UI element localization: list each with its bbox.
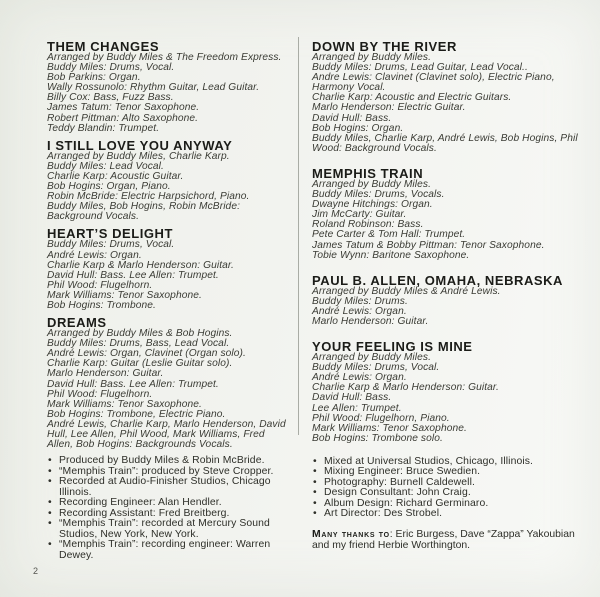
credit-line: Buddy Miles: Lead Vocal. (47, 160, 164, 172)
credit-line: Arranged by Buddy Miles & André Lewis. (312, 285, 501, 297)
credit-line: André Lewis: Organ. (312, 372, 407, 384)
credit-lines (47, 152, 293, 223)
credit-line: Lee Allen: Trumpet. (312, 402, 402, 414)
credit-line: Pete Carter & Tom Hall: Trumpet. (312, 229, 466, 241)
credit-line: Arranged by Buddy Miles. (312, 352, 432, 364)
credit-line: James Tatum: Tenor Saxophone. (47, 102, 200, 114)
credit-line: Charlie Karp: Guitar (Leslie Guitar solo). (47, 358, 233, 370)
credit-line: Buddy Miles, Charlie Karp, André Lewis, Bob Hogins, Phil Wood: Background Vocals. (312, 132, 578, 154)
credit-line: Buddy Miles: Drums, Lead Guitar, Lead Vocal.. (312, 62, 528, 74)
credit-line: Jim McCarty: Guitar. (312, 209, 407, 221)
credit-line: Roland Robinson: Bass. (312, 219, 424, 231)
track-title: MEMPHIS TRAIN (312, 165, 424, 181)
credit-line: Wally Rossunolo: Rhythm Guitar, Lead Guitar. (47, 82, 260, 94)
credit-line: Arranged by Buddy Miles, Charlie Karp. (47, 150, 230, 162)
credit-line: Arranged by Buddy Miles & Bob Hogins. (47, 328, 233, 340)
credit-line: Bob Parkins: Organ. (47, 72, 141, 84)
recording-notes-list (47, 456, 293, 561)
credit-line: Robert Pittman: Alto Saxophone. (47, 112, 199, 124)
credit-line: Charlie Karp: Acoustic Guitar. (47, 170, 184, 182)
note-item: • Recording Assistant: Fred Breitberg. (47, 509, 293, 520)
credit-lines (312, 287, 579, 327)
thanks-text: : Eric Burgess, Dave “Zappa” Yakoubian and my friend Herbie Worthington. (312, 528, 575, 551)
track-title: I STILL LOVE YOU ANYWAY (47, 137, 233, 153)
left-column (47, 40, 293, 561)
credit-line: Phil Wood: Flugelhorn, Piano. (312, 412, 450, 424)
credit-lines (312, 353, 579, 444)
credit-line: Buddy Miles: Drums, Vocal. (47, 62, 175, 74)
credit-line: David Hull: Bass. Lee Allen: Trumpet. (47, 378, 219, 390)
section-memphis-train (312, 167, 579, 261)
track-title: DOWN BY THE RIVER (312, 39, 457, 54)
note-item: • “Memphis Train”: produced by Steve Cropper. (47, 467, 293, 478)
note-item: • “Memphis Train”: recorded at Mercury Sound Studios, New York, New York. (47, 519, 293, 540)
section-paul-b-allen-omaha-nebraska (312, 274, 579, 327)
credit-line: Buddy Miles: Drums, Bass, Lead Vocal. (47, 338, 230, 350)
credit-line: Phil Wood: Flugelhorn. (47, 388, 153, 400)
track-title: HEART’S DELIGHT (47, 226, 173, 242)
section-down-by-the-river (312, 40, 579, 154)
credit-line: Buddy Miles: Drums. (312, 295, 408, 307)
credit-line: Andre Lewis: Clavinet (Clavinet solo), Electric Piano, Harmony Vocal. (312, 72, 555, 94)
note-item: • Design Consultant: John Craig. (312, 488, 579, 499)
track-title: YOUR FEELING IS MINE (312, 339, 473, 355)
track-title: THEM CHANGES (47, 39, 160, 54)
credit-line: Bob Hogins: Trombone solo. (312, 432, 443, 444)
credit-lines (312, 180, 579, 261)
credit-line: André Lewis: Organ. (47, 249, 142, 261)
credit-line: Buddy Miles: Drums, Vocals. (312, 189, 445, 201)
credit-line: Mark Williams: Tenor Saxophone. (312, 422, 467, 434)
credit-line: Billy Cox: Bass, Fuzz Bass. (47, 92, 174, 104)
credit-line: Bob Hogins: Organ, Piano. (47, 181, 171, 193)
credit-line: Bob Hogins: Organ. (312, 122, 404, 134)
section-i-still-love-you-anyway (47, 139, 293, 223)
page-number: 2 (33, 566, 39, 576)
credit-lines (47, 53, 293, 134)
credit-line: Robin McBride: Electric Harpsichord, Piano. (47, 191, 250, 203)
credit-lines (312, 53, 579, 154)
section-them-changes (47, 40, 293, 134)
credit-line: Marlo Henderson: Guitar. (47, 368, 164, 380)
track-title: DREAMS (47, 315, 107, 331)
credit-line: Dwayne Hitchings: Organ. (312, 199, 433, 211)
note-item: • Album Design: Richard Germinaro. (312, 499, 579, 510)
credit-line: Charlie Karp: Acoustic and Electric Guitars. (312, 92, 512, 104)
credit-line: Tobie Wynn: Baritone Saxophone. (312, 249, 470, 261)
credit-line: Buddy Miles: Drums, Vocal. (312, 362, 440, 374)
track-title: PAUL B. ALLEN, OMAHA, NEBRASKA (312, 272, 563, 288)
credit-line: Charlie Karp & Marlo Henderson: Guitar. (47, 259, 234, 271)
right-column (312, 40, 579, 552)
credit-line: Buddy Miles, Bob Hogins, Robin McBride: Background Vocals. (47, 201, 241, 223)
credit-line: Phil Wood: Flugelhorn. (47, 279, 153, 291)
section-hearts-delight (47, 227, 293, 311)
credit-line: Teddy Blandin: Trumpet. (47, 122, 160, 134)
section-dreams (47, 316, 293, 450)
credit-line: André Lewis, Charlie Karp, Marlo Henderson, David Hull, Lee Allen, Phil Wood, Mark Williams, Fred Allen, Bob Hogins: Backgrounds Vocals. (47, 418, 286, 451)
note-item: • Recording Engineer: Alan Hendler. (47, 498, 293, 509)
credit-line: Arranged by Buddy Miles. (312, 52, 432, 63)
note-item: • Photography: Burnell Caldewell. (312, 478, 579, 489)
credit-line: David Hull: Bass. (312, 112, 392, 124)
credit-line: James Tatum & Bobby Pittman: Tenor Saxophone. (312, 239, 545, 251)
credit-line: André Lewis: Organ, Clavinet (Organ solo). (47, 348, 246, 360)
credit-line: Bob Hogins: Trombone, Electric Piano. (47, 408, 226, 420)
production-notes-list (312, 457, 579, 520)
credit-lines (47, 329, 293, 450)
credit-line: Buddy Miles: Drums, Vocal. (47, 239, 175, 251)
note-item: • Recorded at Audio-Finisher Studios, Chicago Illinois. (47, 477, 293, 498)
credit-line: Charlie Karp & Marlo Henderson: Guitar. (312, 382, 499, 394)
thanks-label: Many thanks to (312, 528, 390, 540)
credit-line: Bob Hogins: Trombone. (47, 299, 156, 311)
section-your-feeling-is-mine (312, 340, 579, 444)
credit-lines (47, 240, 293, 311)
credit-line: David Hull: Bass. Lee Allen: Trumpet. (47, 269, 219, 281)
credit-line: David Hull: Bass. (312, 392, 392, 404)
credit-line: Marlo Henderson: Electric Guitar. (312, 102, 466, 114)
credit-line: Marlo Henderson: Guitar. (312, 315, 429, 327)
note-item: • Produced by Buddy Miles & Robin McBride. (47, 456, 293, 467)
note-item: • Mixed at Universal Studios, Chicago, Illinois. (312, 457, 579, 468)
credit-line: André Lewis: Organ. (312, 305, 407, 317)
credit-line: Arranged by Buddy Miles & The Freedom Express. (47, 52, 282, 63)
column-divider (298, 37, 299, 435)
credit-line: Arranged by Buddy Miles. (312, 178, 432, 190)
credit-line: Mark Williams: Tenor Saxophone. (47, 398, 202, 410)
note-item: • “Memphis Train”: recording engineer: Warren Dewey. (47, 540, 293, 561)
note-item: • Art Director: Des Strobel. (312, 509, 579, 520)
note-item: • Mixing Engineer: Bruce Swedien. (312, 467, 579, 478)
thanks-note (312, 530, 579, 552)
credit-line: Mark Williams: Tenor Saxophone. (47, 289, 202, 301)
